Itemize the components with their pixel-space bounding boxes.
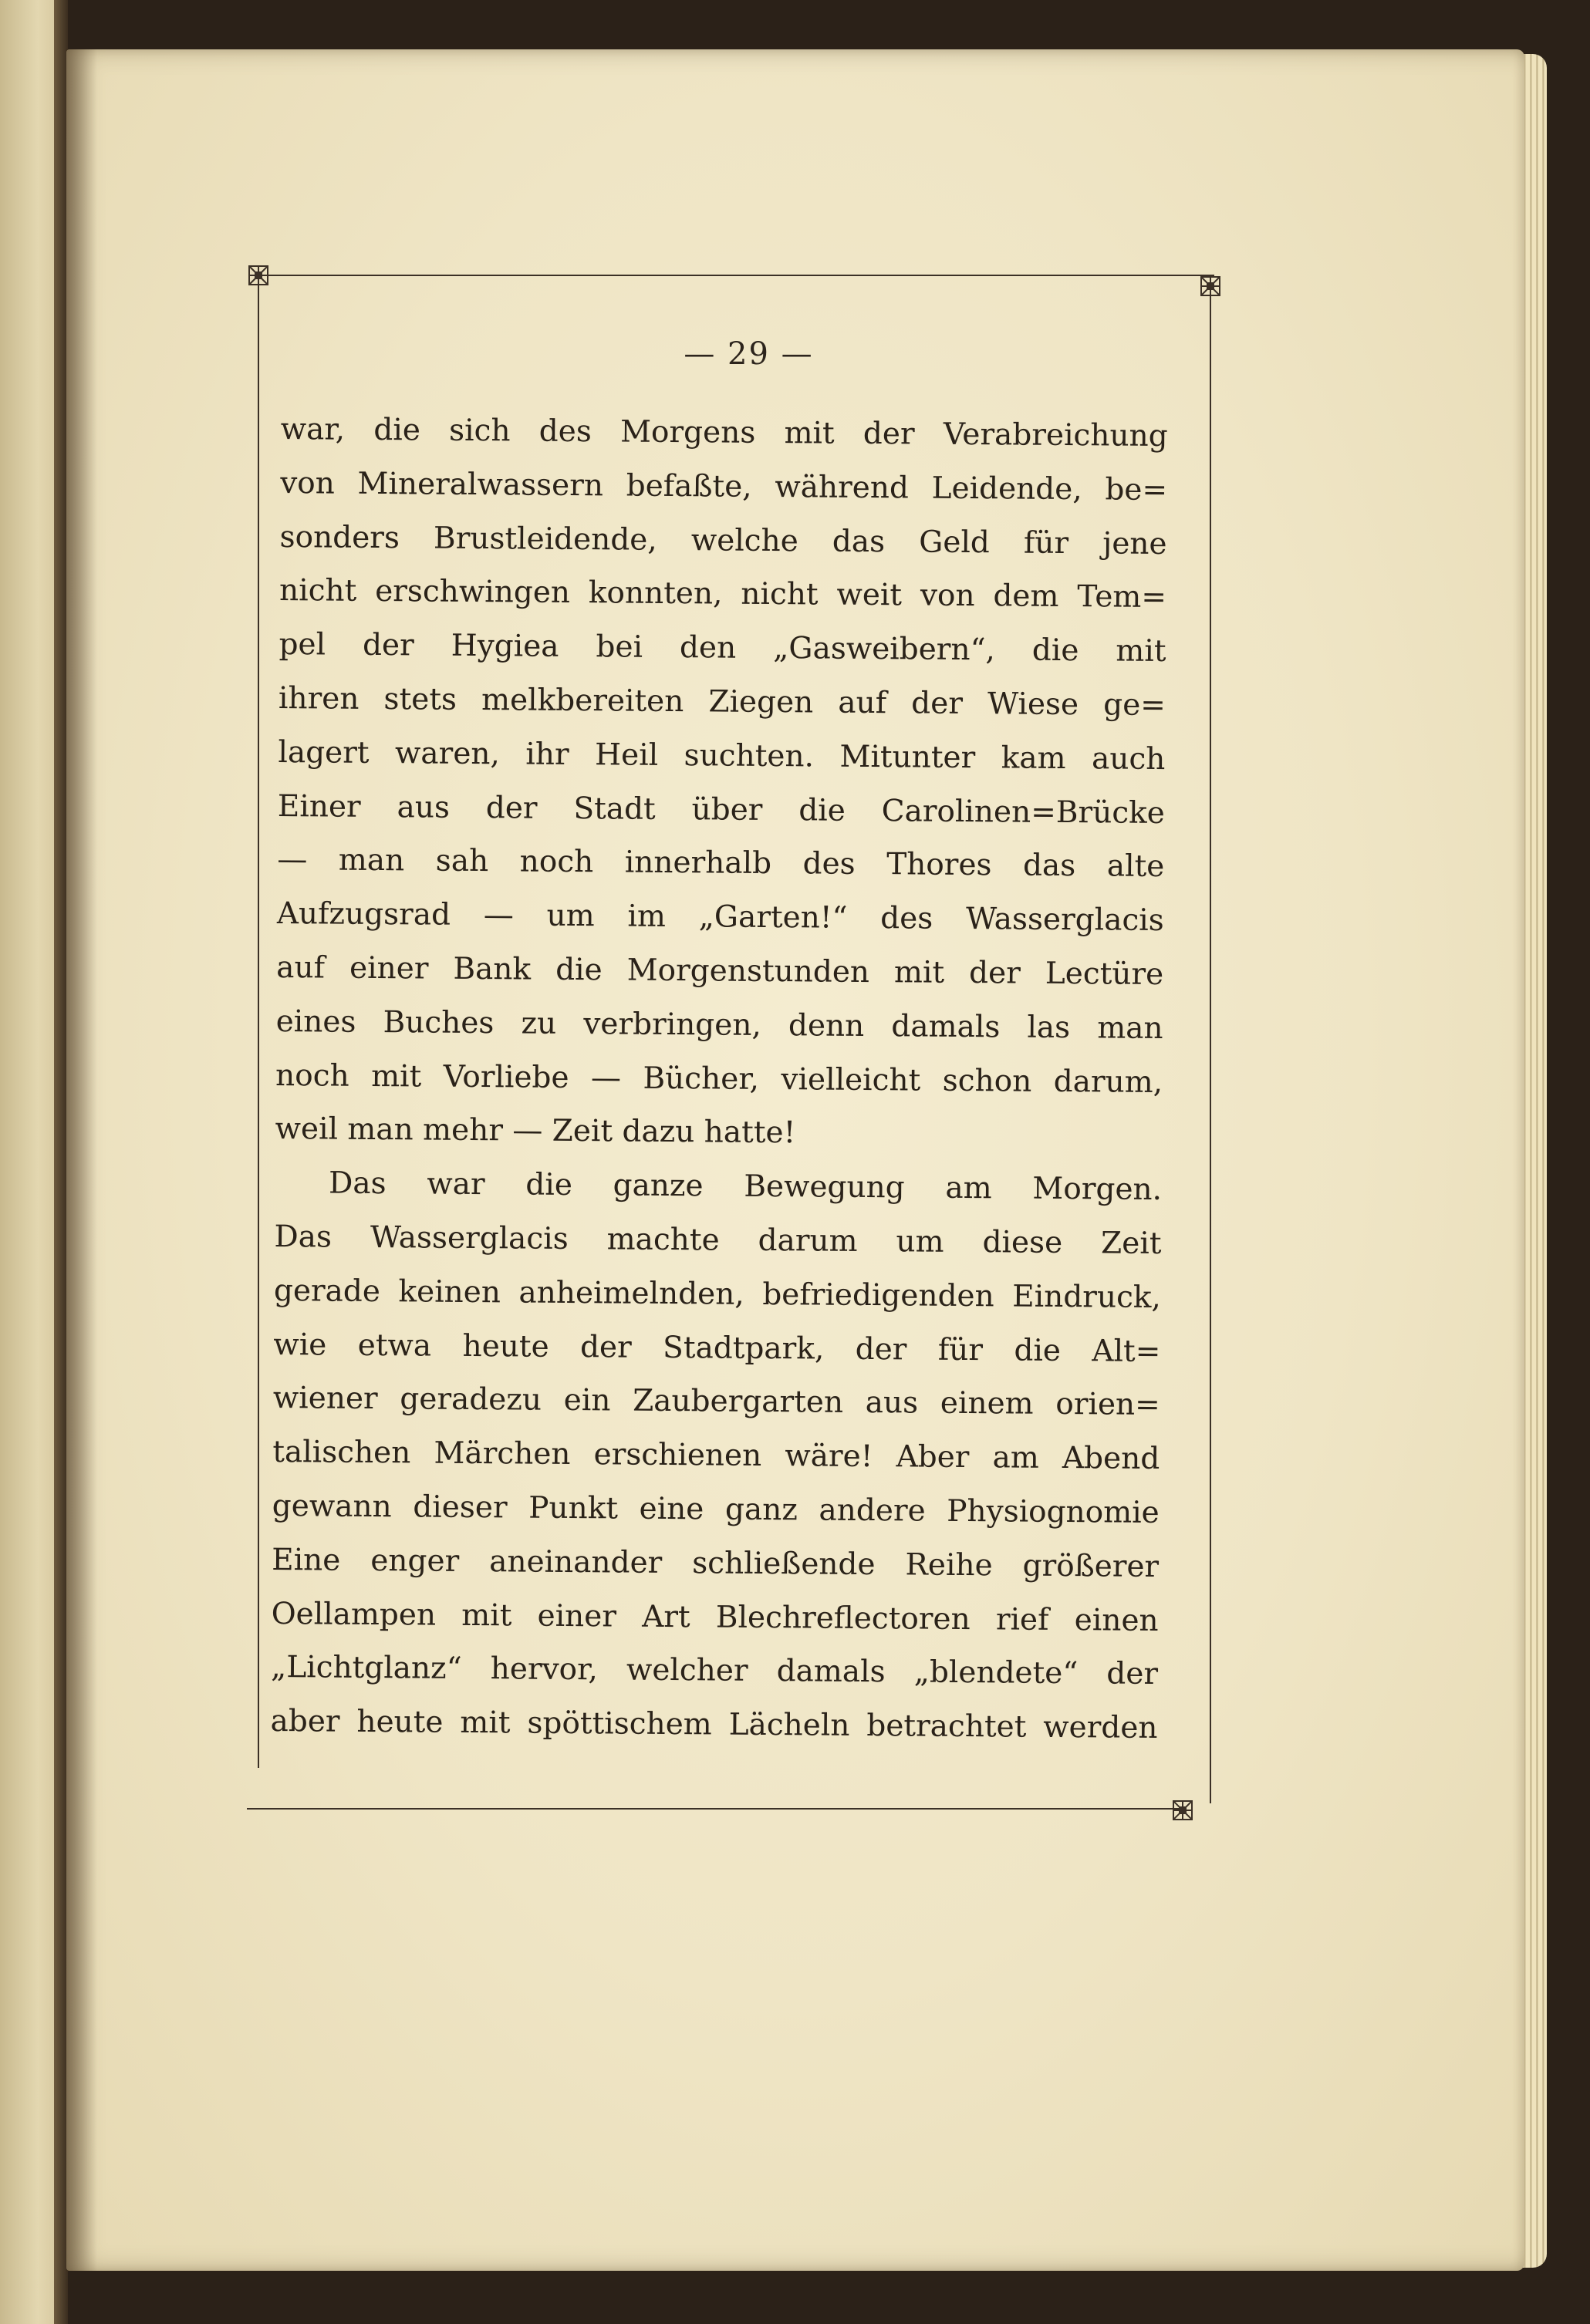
corner-ornament-icon <box>1200 276 1220 296</box>
text-line: auf einer Bank die Morgenstunden mit der Lectüre <box>276 950 1164 992</box>
text-line: weil man mehr — Zeit dazu hatte! <box>275 1111 796 1151</box>
frame-right-rule <box>1210 292 1211 1803</box>
text-line: noch mit Vorliebe — Bücher, vielleicht schon darum, <box>275 1057 1163 1100</box>
text-line: von Mineralwassern befaßte, während Leidende, be= <box>280 465 1168 508</box>
text-line: Oellampen mit einer Art Blechreflectoren rief einen <box>271 1596 1159 1638</box>
text-line: lagert waren, ihr Heil suchten. Mitunter kam auch <box>278 734 1166 777</box>
text-line: war, die sich des Morgens mit der Verabreichung <box>280 411 1168 454</box>
text-line: eines Buches zu verbringen, denn damals las man <box>275 1003 1163 1046</box>
corner-ornament-icon <box>1173 1800 1193 1820</box>
text-line: „Lichtglanz“ hervor, welcher damals „blendete“ der <box>270 1650 1159 1692</box>
text-line: nicht erschwingen konnten, nicht weit von dem Tem= <box>279 573 1167 616</box>
text-line: Eine enger aneinander schließende Reihe größerer <box>272 1542 1160 1584</box>
text-line: Das war die ganze Bewegung am Morgen. <box>328 1165 1163 1208</box>
page-number <box>0 336 1590 372</box>
text-line: ihren stets melkbereiten Ziegen auf der Wiese ge= <box>278 680 1166 724</box>
page-number-text: — 29 — <box>684 336 814 372</box>
text-line: talischen Märchen erschienen wäre! Aber am Abend <box>272 1435 1160 1477</box>
text-line: — man sah noch innerhalb des Thores das alte <box>277 842 1165 885</box>
text-line: Das Wasserglacis machte darum um diese Zeit <box>274 1219 1162 1261</box>
text-line: gerade keinen anheimelnden, befriedigenden Eindruck, <box>273 1273 1162 1315</box>
text-line: pel der Hygiea bei den „Gasweibern“, die mit <box>279 627 1166 670</box>
frame-left-rule <box>258 279 259 1768</box>
frame-top-rule <box>261 275 1214 276</box>
text-line: wiener geradezu ein Zaubergarten aus einem orien= <box>272 1381 1161 1423</box>
text-line: aber heute mit spöttischem Lächeln betrachtet werden <box>270 1704 1158 1746</box>
text-line: wie etwa heute der Stadtpark, der für die Alt= <box>273 1327 1161 1369</box>
spine-shadow <box>66 49 97 2271</box>
frame-bottom-rule <box>247 1808 1185 1810</box>
corner-ornament-icon <box>248 265 268 285</box>
text-line: gewann dieser Punkt eine ganz andere Physiognomie <box>272 1488 1160 1530</box>
text-line: sonders Brustleidende, welche das Geld für jene <box>279 519 1167 562</box>
text-line: Einer aus der Stadt über die Carolinen=Brücke <box>277 788 1166 831</box>
body-text <box>270 403 1168 1756</box>
text-line: Aufzugsrad — um im „Garten!“ des Wasserglacis <box>276 896 1164 939</box>
